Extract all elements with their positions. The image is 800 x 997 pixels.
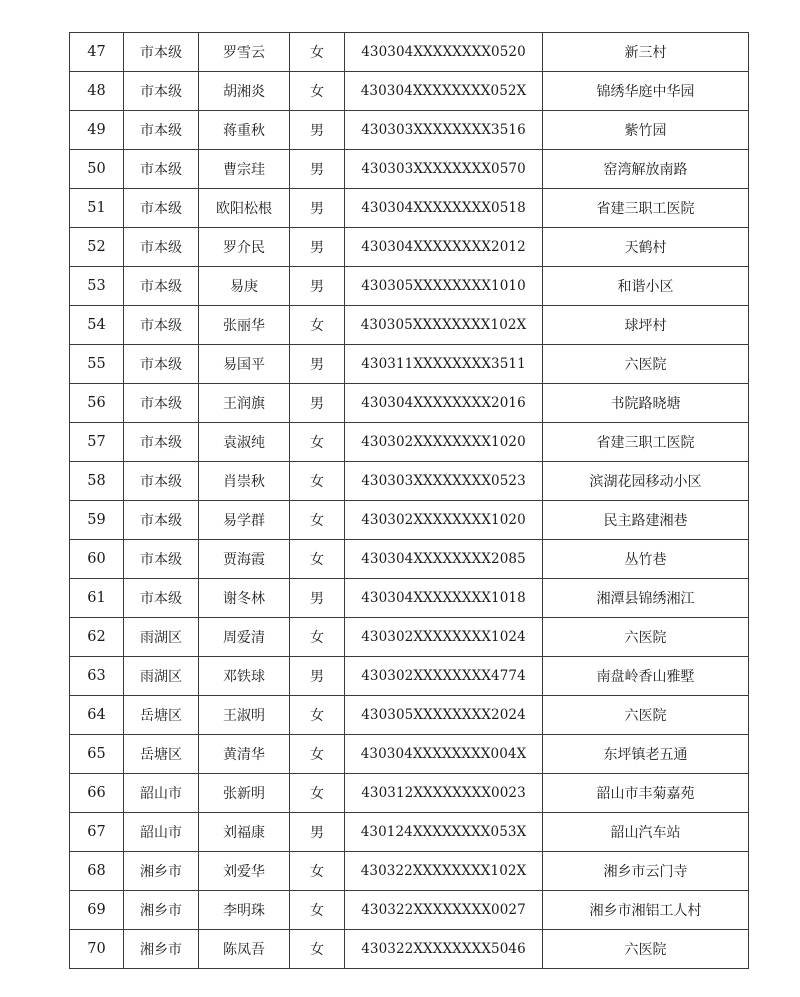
id-number-cell: 430305XXXXXXXX1010 xyxy=(345,267,543,306)
address-cell: 湘乡市云门寺 xyxy=(543,852,749,891)
district-cell: 市本级 xyxy=(124,540,199,579)
district-cell: 市本级 xyxy=(124,189,199,228)
gender-cell: 男 xyxy=(290,657,345,696)
person-name-cell: 刘福康 xyxy=(199,813,290,852)
table-row xyxy=(70,579,749,618)
district-cell: 市本级 xyxy=(124,33,199,72)
address-cell: 球坪村 xyxy=(543,306,749,345)
person-name-cell: 邓铁球 xyxy=(199,657,290,696)
gender-cell: 女 xyxy=(290,930,345,969)
address-cell: 东坪镇老五通 xyxy=(543,735,749,774)
district-cell: 岳塘区 xyxy=(124,696,199,735)
id-number-cell: 430124XXXXXXXX053X xyxy=(345,813,543,852)
gender-cell: 女 xyxy=(290,462,345,501)
row-number-cell: 62 xyxy=(70,618,124,657)
person-name-cell: 易国平 xyxy=(199,345,290,384)
district-cell: 市本级 xyxy=(124,345,199,384)
gender-cell: 男 xyxy=(290,228,345,267)
id-number-cell: 430305XXXXXXXX2024 xyxy=(345,696,543,735)
person-name-cell: 罗雪云 xyxy=(199,33,290,72)
person-name-cell: 周爱清 xyxy=(199,618,290,657)
district-cell: 韶山市 xyxy=(124,813,199,852)
row-number-cell: 67 xyxy=(70,813,124,852)
district-cell: 雨湖区 xyxy=(124,618,199,657)
person-name-cell: 罗介民 xyxy=(199,228,290,267)
gender-cell: 男 xyxy=(290,345,345,384)
row-number-cell: 56 xyxy=(70,384,124,423)
row-number-cell: 68 xyxy=(70,852,124,891)
roster-table xyxy=(69,32,749,969)
person-name-cell: 易庚 xyxy=(199,267,290,306)
row-number-cell: 57 xyxy=(70,423,124,462)
district-cell: 市本级 xyxy=(124,384,199,423)
table-row xyxy=(70,345,749,384)
table-row xyxy=(70,228,749,267)
person-name-cell: 袁淑纯 xyxy=(199,423,290,462)
person-name-cell: 谢冬林 xyxy=(199,579,290,618)
table-row xyxy=(70,423,749,462)
roster-table-body xyxy=(70,33,749,969)
gender-cell: 女 xyxy=(290,501,345,540)
address-cell: 省建三职工医院 xyxy=(543,423,749,462)
gender-cell: 女 xyxy=(290,33,345,72)
district-cell: 市本级 xyxy=(124,462,199,501)
address-cell: 和谐小区 xyxy=(543,267,749,306)
person-name-cell: 王淑明 xyxy=(199,696,290,735)
district-cell: 市本级 xyxy=(124,423,199,462)
id-number-cell: 430322XXXXXXXX102X xyxy=(345,852,543,891)
row-number-cell: 47 xyxy=(70,33,124,72)
address-cell: 书院路晓塘 xyxy=(543,384,749,423)
id-number-cell: 430302XXXXXXXX1020 xyxy=(345,501,543,540)
gender-cell: 女 xyxy=(290,696,345,735)
district-cell: 韶山市 xyxy=(124,774,199,813)
gender-cell: 男 xyxy=(290,384,345,423)
id-number-cell: 430304XXXXXXXX052X xyxy=(345,72,543,111)
person-name-cell: 李明珠 xyxy=(199,891,290,930)
address-cell: 丛竹巷 xyxy=(543,540,749,579)
table-row xyxy=(70,618,749,657)
address-cell: 窑湾解放南路 xyxy=(543,150,749,189)
address-cell: 六医院 xyxy=(543,618,749,657)
row-number-cell: 53 xyxy=(70,267,124,306)
table-row xyxy=(70,696,749,735)
id-number-cell: 430304XXXXXXXX2085 xyxy=(345,540,543,579)
row-number-cell: 49 xyxy=(70,111,124,150)
id-number-cell: 430303XXXXXXXX0523 xyxy=(345,462,543,501)
address-cell: 韶山汽车站 xyxy=(543,813,749,852)
address-cell: 民主路建湘巷 xyxy=(543,501,749,540)
row-number-cell: 70 xyxy=(70,930,124,969)
address-cell: 南盘岭香山雅墅 xyxy=(543,657,749,696)
address-cell: 韶山市丰菊嘉苑 xyxy=(543,774,749,813)
table-row xyxy=(70,540,749,579)
person-name-cell: 欧阳松根 xyxy=(199,189,290,228)
row-number-cell: 58 xyxy=(70,462,124,501)
district-cell: 雨湖区 xyxy=(124,657,199,696)
id-number-cell: 430304XXXXXXXX0518 xyxy=(345,189,543,228)
row-number-cell: 60 xyxy=(70,540,124,579)
row-number-cell: 63 xyxy=(70,657,124,696)
row-number-cell: 52 xyxy=(70,228,124,267)
district-cell: 市本级 xyxy=(124,306,199,345)
table-row xyxy=(70,33,749,72)
district-cell: 市本级 xyxy=(124,150,199,189)
id-number-cell: 430302XXXXXXXX1020 xyxy=(345,423,543,462)
district-cell: 市本级 xyxy=(124,72,199,111)
table-row xyxy=(70,930,749,969)
id-number-cell: 430311XXXXXXXX3511 xyxy=(345,345,543,384)
person-name-cell: 王润旗 xyxy=(199,384,290,423)
gender-cell: 女 xyxy=(290,774,345,813)
gender-cell: 女 xyxy=(290,306,345,345)
id-number-cell: 430304XXXXXXXX004X xyxy=(345,735,543,774)
table-row xyxy=(70,150,749,189)
table-row xyxy=(70,891,749,930)
gender-cell: 男 xyxy=(290,579,345,618)
district-cell: 岳塘区 xyxy=(124,735,199,774)
table-row xyxy=(70,813,749,852)
id-number-cell: 430303XXXXXXXX3516 xyxy=(345,111,543,150)
id-number-cell: 430302XXXXXXXX1024 xyxy=(345,618,543,657)
row-number-cell: 64 xyxy=(70,696,124,735)
id-number-cell: 430303XXXXXXXX0570 xyxy=(345,150,543,189)
gender-cell: 男 xyxy=(290,813,345,852)
gender-cell: 女 xyxy=(290,423,345,462)
row-number-cell: 69 xyxy=(70,891,124,930)
gender-cell: 男 xyxy=(290,150,345,189)
table-row xyxy=(70,111,749,150)
address-cell: 紫竹园 xyxy=(543,111,749,150)
table-row xyxy=(70,72,749,111)
gender-cell: 男 xyxy=(290,267,345,306)
id-number-cell: 430312XXXXXXXX0023 xyxy=(345,774,543,813)
district-cell: 湘乡市 xyxy=(124,891,199,930)
table-row xyxy=(70,657,749,696)
address-cell: 六医院 xyxy=(543,930,749,969)
id-number-cell: 430304XXXXXXXX1018 xyxy=(345,579,543,618)
person-name-cell: 曹宗珪 xyxy=(199,150,290,189)
id-number-cell: 430302XXXXXXXX4774 xyxy=(345,657,543,696)
row-number-cell: 51 xyxy=(70,189,124,228)
table-row xyxy=(70,852,749,891)
address-cell: 省建三职工医院 xyxy=(543,189,749,228)
address-cell: 滨湖花园移动小区 xyxy=(543,462,749,501)
row-number-cell: 54 xyxy=(70,306,124,345)
table-row xyxy=(70,267,749,306)
id-number-cell: 430304XXXXXXXX0520 xyxy=(345,33,543,72)
person-name-cell: 蒋重秋 xyxy=(199,111,290,150)
address-cell: 六医院 xyxy=(543,696,749,735)
person-name-cell: 贾海霞 xyxy=(199,540,290,579)
gender-cell: 男 xyxy=(290,111,345,150)
id-number-cell: 430322XXXXXXXX0027 xyxy=(345,891,543,930)
table-row xyxy=(70,735,749,774)
table-row xyxy=(70,306,749,345)
person-name-cell: 胡湘炎 xyxy=(199,72,290,111)
row-number-cell: 55 xyxy=(70,345,124,384)
gender-cell: 女 xyxy=(290,852,345,891)
address-cell: 新三村 xyxy=(543,33,749,72)
gender-cell: 女 xyxy=(290,72,345,111)
person-name-cell: 刘爱华 xyxy=(199,852,290,891)
gender-cell: 女 xyxy=(290,735,345,774)
gender-cell: 女 xyxy=(290,618,345,657)
table-row xyxy=(70,774,749,813)
id-number-cell: 430304XXXXXXXX2012 xyxy=(345,228,543,267)
district-cell: 市本级 xyxy=(124,111,199,150)
person-name-cell: 陈凤吾 xyxy=(199,930,290,969)
person-name-cell: 易学群 xyxy=(199,501,290,540)
table-row xyxy=(70,384,749,423)
person-name-cell: 张丽华 xyxy=(199,306,290,345)
row-number-cell: 61 xyxy=(70,579,124,618)
gender-cell: 男 xyxy=(290,189,345,228)
district-cell: 湘乡市 xyxy=(124,852,199,891)
table-row xyxy=(70,462,749,501)
district-cell: 湘乡市 xyxy=(124,930,199,969)
id-number-cell: 430304XXXXXXXX2016 xyxy=(345,384,543,423)
district-cell: 市本级 xyxy=(124,267,199,306)
row-number-cell: 50 xyxy=(70,150,124,189)
district-cell: 市本级 xyxy=(124,228,199,267)
id-number-cell: 430322XXXXXXXX5046 xyxy=(345,930,543,969)
person-name-cell: 张新明 xyxy=(199,774,290,813)
person-name-cell: 黄清华 xyxy=(199,735,290,774)
address-cell: 湘潭县锦绣湘江 xyxy=(543,579,749,618)
district-cell: 市本级 xyxy=(124,579,199,618)
id-number-cell: 430305XXXXXXXX102X xyxy=(345,306,543,345)
address-cell: 天鹤村 xyxy=(543,228,749,267)
row-number-cell: 59 xyxy=(70,501,124,540)
row-number-cell: 65 xyxy=(70,735,124,774)
row-number-cell: 66 xyxy=(70,774,124,813)
address-cell: 湘乡市湘铝工人村 xyxy=(543,891,749,930)
gender-cell: 女 xyxy=(290,540,345,579)
table-row xyxy=(70,501,749,540)
address-cell: 锦绣华庭中华园 xyxy=(543,72,749,111)
row-number-cell: 48 xyxy=(70,72,124,111)
person-name-cell: 肖崇秋 xyxy=(199,462,290,501)
table-row xyxy=(70,189,749,228)
address-cell: 六医院 xyxy=(543,345,749,384)
gender-cell: 女 xyxy=(290,891,345,930)
district-cell: 市本级 xyxy=(124,501,199,540)
